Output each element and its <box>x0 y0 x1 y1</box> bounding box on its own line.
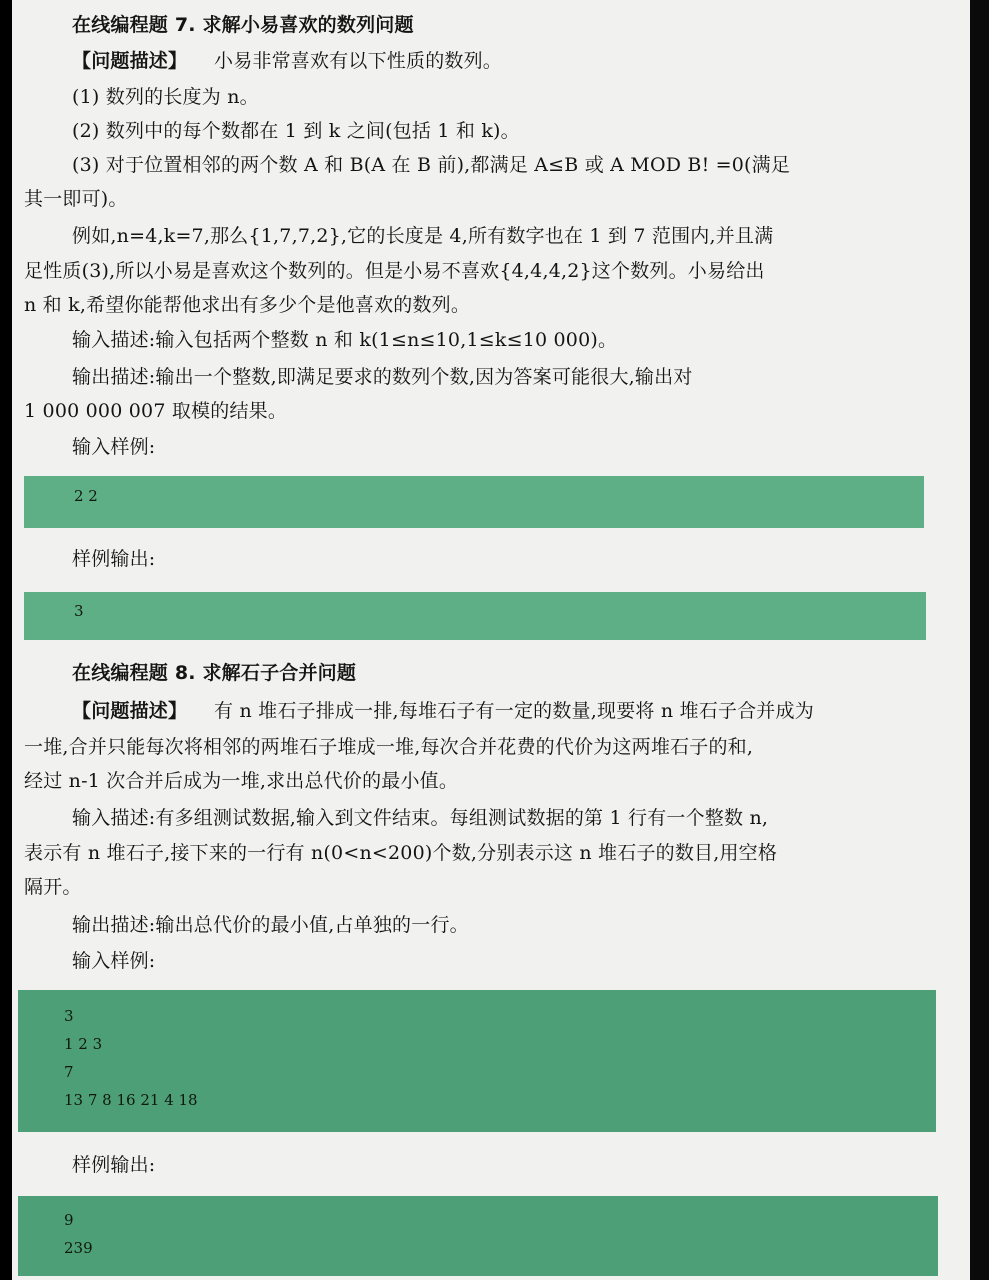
q8-input-line: 13 7 8 16 21 4 18 <box>64 1091 198 1109</box>
q7-input-sample-label: 输入样例: <box>72 436 156 458</box>
q7-prop-2: (2) 数列中的每个数都在 1 到 k 之间(包括 1 和 k)。 <box>72 120 520 142</box>
q8-desc-2: 一堆,合并只能每次将相邻的两堆石子堆成一堆,每次合并花费的代价为这两堆石子的和, <box>24 736 754 758</box>
q8-input-sample <box>64 1002 198 1114</box>
q7-output-sample: 3 <box>74 602 84 620</box>
q8-input-line: 7 <box>64 1063 74 1081</box>
q7-desc-label: 【问题描述】 <box>72 50 188 72</box>
q7-output-desc-2: 1 000 000 007 取模的结果。 <box>24 400 288 422</box>
q8-output-desc: 输出描述:输出总代价的最小值,占单独的一行。 <box>72 914 469 936</box>
q8-output-sample <box>64 1206 93 1262</box>
q8-input-line: 3 <box>64 1007 74 1025</box>
q8-input-desc-3: 隔开。 <box>24 876 82 898</box>
q7-prop-3b: 其一即可)。 <box>24 188 128 210</box>
q7-example-3: n 和 k,希望你能帮他求出有多少个是他喜欢的数列。 <box>24 294 471 316</box>
q8-input-desc-2: 表示有 n 堆石子,接下来的一行有 n(0<n<200)个数,分别表示这 n 堆石子的数目,用空格 <box>24 842 778 864</box>
scan-border <box>970 0 989 1280</box>
q8-input-desc-1: 输入描述:有多组测试数据,输入到文件结束。每组测试数据的第 1 行有一个整数 n, <box>72 807 769 829</box>
q8-input-line: 1 2 3 <box>64 1035 103 1053</box>
q7-output-desc-1: 输出描述:输出一个整数,即满足要求的数列个数,因为答案可能很大,输出对 <box>72 366 693 388</box>
q7-example-1: 例如,n=4,k=7,那么{1,7,7,2},它的长度是 4,所有数字也在 1 到 7 范围内,并且满 <box>72 225 774 247</box>
q7-prop-3a: (3) 对于位置相邻的两个数 A 和 B(A 在 B 前),都满足 A≤B 或 A MOD B! =0(满足 <box>72 154 791 176</box>
q8-title: 在线编程题 8. 求解石子合并问题 <box>72 662 357 684</box>
q7-output-sample-box <box>24 592 926 640</box>
q8-output-sample-label: 样例输出: <box>72 1154 156 1176</box>
q8-desc-1: 有 n 堆石子排成一排,每堆石子有一定的数量,现要将 n 堆石子合并成为 <box>214 700 814 722</box>
q8-desc-3: 经过 n-1 次合并后成为一堆,求出总代价的最小值。 <box>24 770 459 792</box>
q8-desc-label: 【问题描述】 <box>72 700 188 722</box>
q7-input-desc: 输入描述:输入包括两个整数 n 和 k(1≤n≤10,1≤k≤10 000)。 <box>72 329 618 351</box>
q8-input-sample-label: 输入样例: <box>72 950 156 972</box>
q7-prop-1: (1) 数列的长度为 n。 <box>72 86 259 108</box>
q7-example-2: 足性质(3),所以小易是喜欢这个数列的。但是小易不喜欢{4,4,4,2}这个数列。小易给出 <box>24 260 765 282</box>
q8-output-line: 239 <box>64 1239 93 1257</box>
q8-output-sample-box <box>18 1196 938 1276</box>
q7-desc: 小易非常喜欢有以下性质的数列。 <box>214 50 503 72</box>
q7-input-sample: 2 2 <box>74 487 98 505</box>
q8-output-line: 9 <box>64 1211 74 1229</box>
q7-title: 在线编程题 7. 求解小易喜欢的数列问题 <box>72 14 414 36</box>
q7-input-sample-box <box>24 476 924 528</box>
q7-output-sample-label: 样例输出: <box>72 548 156 570</box>
